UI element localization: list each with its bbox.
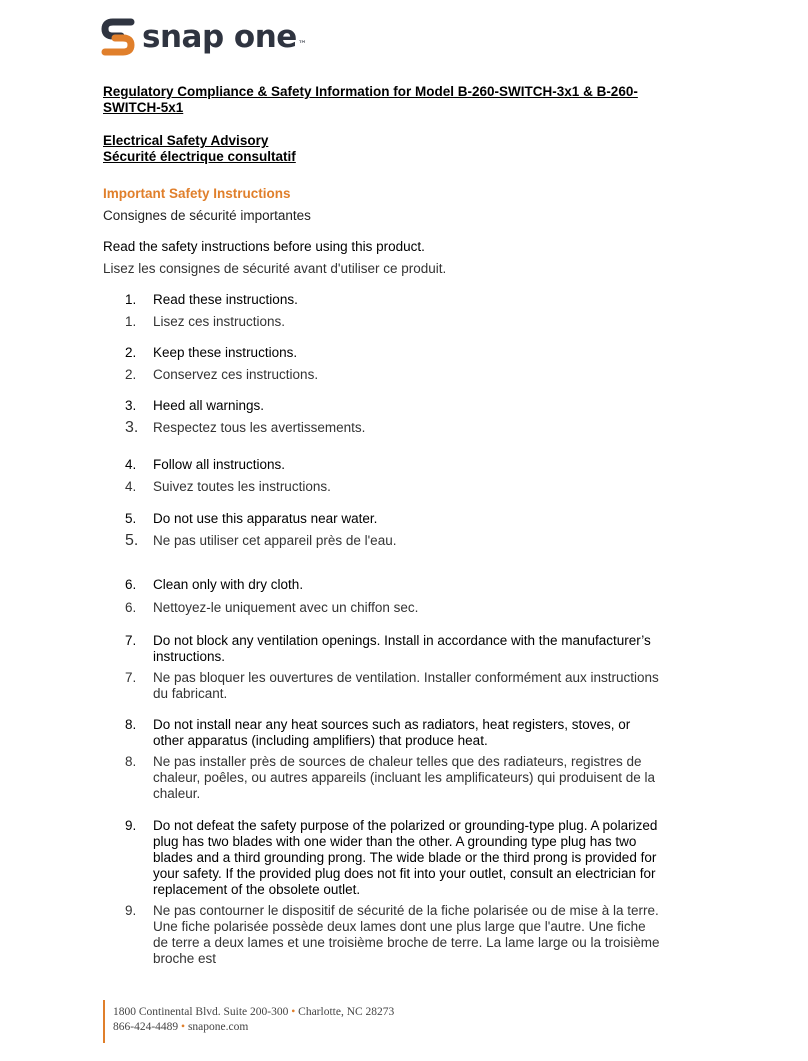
instruction-en: 6. Clean only with dry cloth. bbox=[125, 577, 304, 592]
instruction-item bbox=[103, 717, 663, 802]
instruction-fr: 9. Ne pas contourner le dispositif de sécurité de la fiche polarisée ou de mise à la terre. Une fiche polarisée possède deux lames dont une plus large que l'autre. Une fiche de terre a deux lames et une troisième broche de terre. La lame large ou la troisième broche est bbox=[125, 903, 660, 966]
instruction-en: 8. Do not install near any heat sources such as radiators, heat registers, stoves, or other apparatus (including amplifiers) that produce heat. bbox=[125, 717, 631, 748]
document-body bbox=[103, 84, 663, 967]
footer-address-line bbox=[113, 1005, 394, 1020]
brand-name: snap one™ bbox=[142, 19, 307, 55]
instruction-item bbox=[103, 633, 663, 702]
instruction-en: 9. Do not defeat the safety purpose of the polarized or grounding-type plug. A polarized plug has two blades with one wider than the other. A grounding type plug has two blades and a third grounding prong. The wide blade or the third prong is provided for your safety. If the provided plug does not fit into your outlet, consult an electrician for replacement of the obsolete outlet. bbox=[125, 818, 658, 897]
footer-separator: • bbox=[181, 1021, 186, 1033]
page-footer bbox=[103, 1000, 394, 1043]
instruction-fr: 3. Respectez tous les avertissements. bbox=[125, 419, 366, 436]
advisory-title-en: Electrical Safety Advisory bbox=[103, 133, 269, 148]
advisory-title-fr: Sécurité électrique consultatif bbox=[103, 149, 296, 164]
footer-address: 1800 Continental Blvd. Suite 200-300 bbox=[113, 1006, 289, 1018]
read-instructions-en: Read the safety instructions before using this product. bbox=[103, 239, 425, 254]
instruction-item bbox=[103, 292, 663, 330]
instruction-item bbox=[103, 818, 663, 967]
footer-contact-line bbox=[113, 1020, 394, 1035]
instruction-item bbox=[103, 511, 663, 549]
instruction-en: 2. Keep these instructions. bbox=[125, 345, 298, 360]
important-safety-heading-fr: Consignes de sécurité importantes bbox=[103, 208, 311, 223]
instruction-en: 1. Read these instructions. bbox=[125, 292, 298, 307]
instruction-fr: 2. Conservez ces instructions. bbox=[125, 367, 319, 382]
snap-one-logo-icon bbox=[101, 18, 135, 56]
instruction-item bbox=[103, 398, 663, 436]
instruction-item bbox=[103, 577, 663, 616]
document-title: Regulatory Compliance & Safety Information for Model B-260-SWITCH-3x1 & B-260-SWITCH-5x1 bbox=[103, 84, 638, 115]
instruction-fr: 4. Suivez toutes les instructions. bbox=[125, 479, 331, 494]
instruction-en: 5. Do not use this apparatus near water. bbox=[125, 511, 378, 526]
safety-instruction-list bbox=[103, 292, 663, 967]
instruction-item bbox=[103, 345, 663, 383]
instruction-en: 4. Follow all instructions. bbox=[125, 457, 286, 472]
instruction-fr: 5. Ne pas utiliser cet appareil près de l'eau. bbox=[125, 532, 397, 549]
instruction-fr: 8. Ne pas installer près de sources de chaleur telles que des radiateurs, registres de chaleur, poêles, ou autres appareils (incluant les amplificateurs) qui produisent de la chaleur. bbox=[125, 754, 656, 801]
instruction-en: 3. Heed all warnings. bbox=[125, 398, 265, 413]
instruction-fr: 7. Ne pas bloquer les ouvertures de ventilation. Installer conformément aux instructions du fabricant. bbox=[125, 670, 659, 701]
instruction-item bbox=[103, 457, 663, 495]
footer-website-link[interactable]: snapone.com bbox=[187, 1021, 249, 1033]
read-instructions-fr: Lisez les consignes de sécurité avant d'utiliser ce produit. bbox=[103, 261, 447, 276]
brand-logo bbox=[101, 17, 306, 57]
instruction-fr: 6. Nettoyez-le uniquement avec un chiffon sec. bbox=[125, 600, 419, 615]
instruction-en: 7. Do not block any ventilation openings. Install in accordance with the manufacturer’s instructions. bbox=[125, 633, 651, 664]
footer-city: Charlotte, NC 28273 bbox=[298, 1006, 395, 1018]
footer-separator: • bbox=[291, 1006, 296, 1018]
instruction-fr: 1. Lisez ces instructions. bbox=[125, 314, 286, 329]
footer-phone: 866-424-4489 bbox=[113, 1021, 179, 1033]
important-safety-heading-en: Important Safety Instructions bbox=[103, 186, 291, 201]
electrical-safety-advisory bbox=[103, 133, 663, 165]
